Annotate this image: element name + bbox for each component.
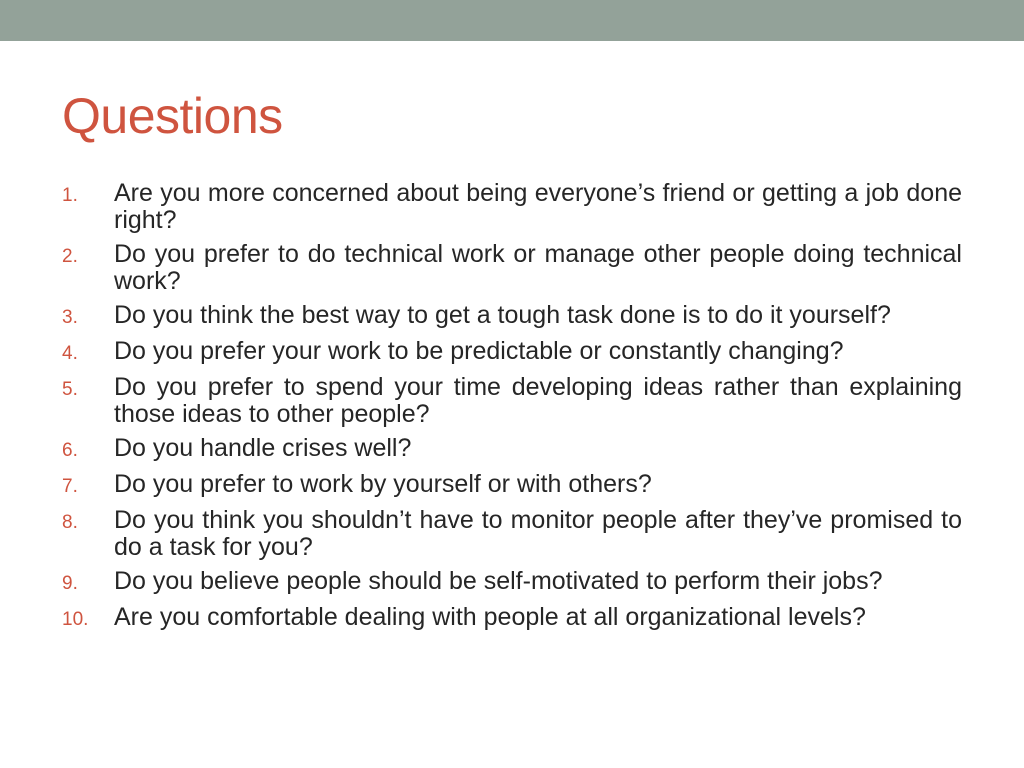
list-item-number: 3. [62, 307, 78, 328]
list-item [62, 302, 962, 331]
list-item [62, 241, 962, 295]
list-item-number: 10. [62, 609, 89, 630]
list-item-number: 1. [62, 185, 78, 206]
list-item-text: Do you prefer to do technical work or manage other people doing technical work? [114, 240, 962, 295]
list-item-number: 9. [62, 573, 78, 594]
list-item [62, 604, 962, 633]
list-item-text: Are you comfortable dealing with people at all organizational levels? [114, 603, 866, 631]
slide-title: Questions [62, 88, 283, 144]
list-item-text: Are you more concerned about being everyone’s friend or getting a job done right? [114, 179, 962, 234]
list-item-text: Do you think the best way to get a tough task done is to do it yourself? [114, 301, 891, 329]
list-item [62, 435, 962, 464]
list-item-text: Do you believe people should be self-motivated to perform their jobs? [114, 567, 883, 595]
list-item-text: Do you prefer your work to be predictable or constantly changing? [114, 337, 844, 365]
top-band [0, 0, 1024, 41]
list-item [62, 471, 962, 500]
question-list [62, 180, 962, 640]
list-item-text: Do you prefer to work by yourself or with others? [114, 470, 652, 498]
list-item-text: Do you prefer to spend your time developing ideas rather than explaining those ideas to other people? [114, 373, 962, 428]
list-item [62, 338, 962, 367]
list-item-number: 7. [62, 476, 78, 497]
list-item-number: 4. [62, 343, 78, 364]
list-item-text: Do you handle crises well? [114, 434, 412, 462]
list-item-number: 5. [62, 379, 78, 400]
list-item [62, 374, 962, 428]
list-item-number: 6. [62, 440, 78, 461]
list-item-number: 8. [62, 512, 78, 533]
list-item-number: 2. [62, 246, 78, 267]
list-item [62, 568, 962, 597]
list-item-text: Do you think you shouldn’t have to monitor people after they’ve promised to do a task for you? [114, 506, 962, 561]
list-item [62, 180, 962, 234]
list-item [62, 507, 962, 561]
